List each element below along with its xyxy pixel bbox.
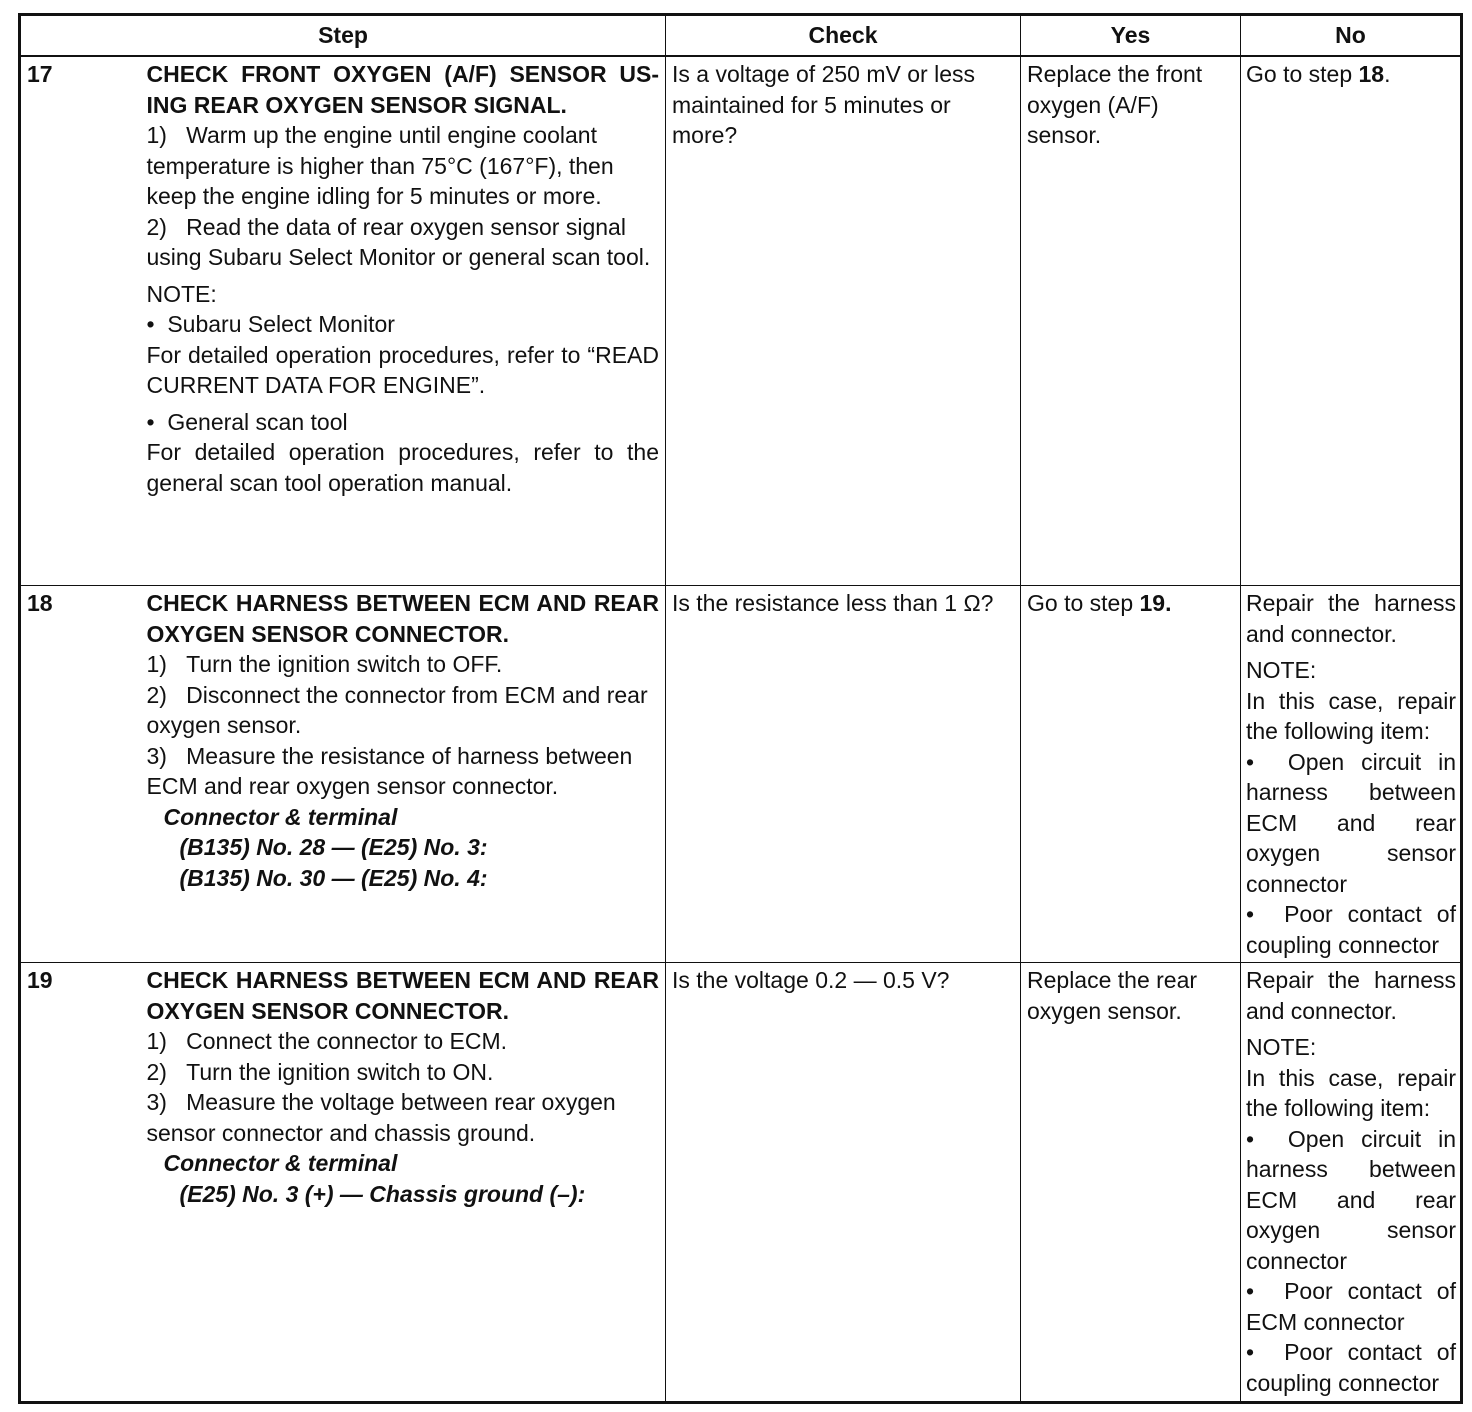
step-instruction: 2) Turn the ignition switch to ON. xyxy=(146,1058,494,1085)
table-row xyxy=(20,586,1462,963)
no-main: Repair the harness and connector. xyxy=(1246,967,1456,1024)
no-text-suffix: . xyxy=(1384,61,1391,87)
no-cell xyxy=(1241,586,1462,963)
step-reference: 19 xyxy=(1139,590,1166,616)
header-row xyxy=(20,15,1462,57)
step-instruction: 3) Measure the resistance of harness between ECM and rear oxygen sensor connector. xyxy=(146,742,633,799)
step-content xyxy=(143,56,666,586)
table-row xyxy=(20,56,1462,586)
step-title-line: ING REAR OXYGEN SENSOR SIGNAL. xyxy=(146,91,567,118)
no-item: • Poor contact of coupling connector xyxy=(1246,899,1456,960)
step-number: 18 xyxy=(20,586,143,963)
step-content xyxy=(143,586,666,963)
no-item: • Open circuit in harness between ECM and rear oxygen sensor connector xyxy=(1246,747,1456,900)
yes-text-suffix: . xyxy=(1165,590,1172,616)
no-main: Repair the harness and connector. xyxy=(1246,590,1456,647)
table-row xyxy=(20,963,1462,1403)
step-title-line: CHECK FRONT OXYGEN (A/F) SENSOR US- xyxy=(146,61,659,87)
note-text: For detailed operation procedures, refer to the general scan tool operation manual. xyxy=(146,439,659,496)
step-title: CHECK HARNESS BETWEEN ECM AND REAR OXYGEN SENSOR CONNECTOR. xyxy=(146,590,659,647)
header-no: No xyxy=(1241,15,1462,57)
connector-terminal: (B135) No. 30 — (E25) No. 4: xyxy=(179,864,488,891)
no-item: • Open circuit in harness between ECM and rear oxygen sensor connector xyxy=(1246,1124,1456,1277)
header-step: Step xyxy=(20,15,666,57)
connector-heading: Connector & terminal xyxy=(163,1150,398,1176)
yes-cell xyxy=(1021,586,1241,963)
check-cell: Is the voltage 0.2 — 0.5 V? xyxy=(666,963,1021,1403)
check-cell: Is a voltage of 250 mV or less maintained for 5 minutes or more? xyxy=(666,56,1021,586)
step-title: CHECK HARNESS BETWEEN ECM AND REAR OXYGEN SENSOR CONNECTOR. xyxy=(146,967,659,1024)
diagnostic-table-sheet xyxy=(18,13,1460,1404)
no-note-label: NOTE: xyxy=(1246,1034,1317,1060)
connector-heading: Connector & terminal xyxy=(163,803,398,830)
step-number: 17 xyxy=(20,56,143,586)
note-bullet: • Subaru Select Monitor xyxy=(147,309,660,340)
step-instruction: 3) Measure the voltage between rear oxygen sensor connector and chassis ground. xyxy=(146,1089,616,1146)
connector-terminal: (B135) No. 28 — (E25) No. 3: xyxy=(179,834,488,860)
header-check: Check xyxy=(666,15,1021,57)
no-cell xyxy=(1241,963,1462,1403)
connector-terminal: (E25) No. 3 (+) — Chassis ground (–): xyxy=(179,1180,586,1207)
note-label: NOTE: xyxy=(146,280,217,307)
step-number: 19 xyxy=(20,963,143,1403)
no-text: Go to step xyxy=(1246,61,1359,87)
note-text: For detailed operation procedures, refer to “READ CURRENT DATA FOR ENGINE”. xyxy=(146,341,659,398)
header-yes: Yes xyxy=(1021,15,1241,57)
no-note-text: In this case, repair the following item: xyxy=(1246,687,1456,744)
diagnostic-table xyxy=(18,13,1463,1404)
no-item: • Poor contact of coupling connector xyxy=(1246,1337,1456,1398)
yes-cell: Replace the front oxygen (A/F) sensor. xyxy=(1021,56,1241,586)
yes-text: Go to step xyxy=(1027,590,1140,616)
step-instruction: 1) Turn the ignition switch to OFF. xyxy=(146,651,503,677)
no-note-label: NOTE: xyxy=(1246,657,1317,683)
no-cell xyxy=(1241,56,1462,586)
step-instruction: 2) Disconnect the connector from ECM and rear oxygen sensor. xyxy=(146,681,648,738)
step-content xyxy=(143,963,666,1403)
check-cell: Is the resistance less than 1 Ω? xyxy=(666,586,1021,963)
step-instruction: 1) Connect the connector to ECM. xyxy=(146,1028,508,1054)
step-reference: 18 xyxy=(1358,61,1385,87)
step-instruction: 1) Warm up the engine until engine coolant temperature is higher than 75°C (167°F), then keep the engine idling for 5 minutes or more. xyxy=(146,122,614,209)
step-instruction: 2) Read the data of rear oxygen sensor signal using Subaru Select Monitor or general scan tool. xyxy=(146,213,651,270)
yes-cell: Replace the rear oxygen sensor. xyxy=(1021,963,1241,1403)
no-note-text: In this case, repair the following item: xyxy=(1246,1064,1456,1121)
note-bullet: • General scan tool xyxy=(147,407,660,438)
no-item: • Poor contact of ECM connector xyxy=(1246,1276,1456,1337)
